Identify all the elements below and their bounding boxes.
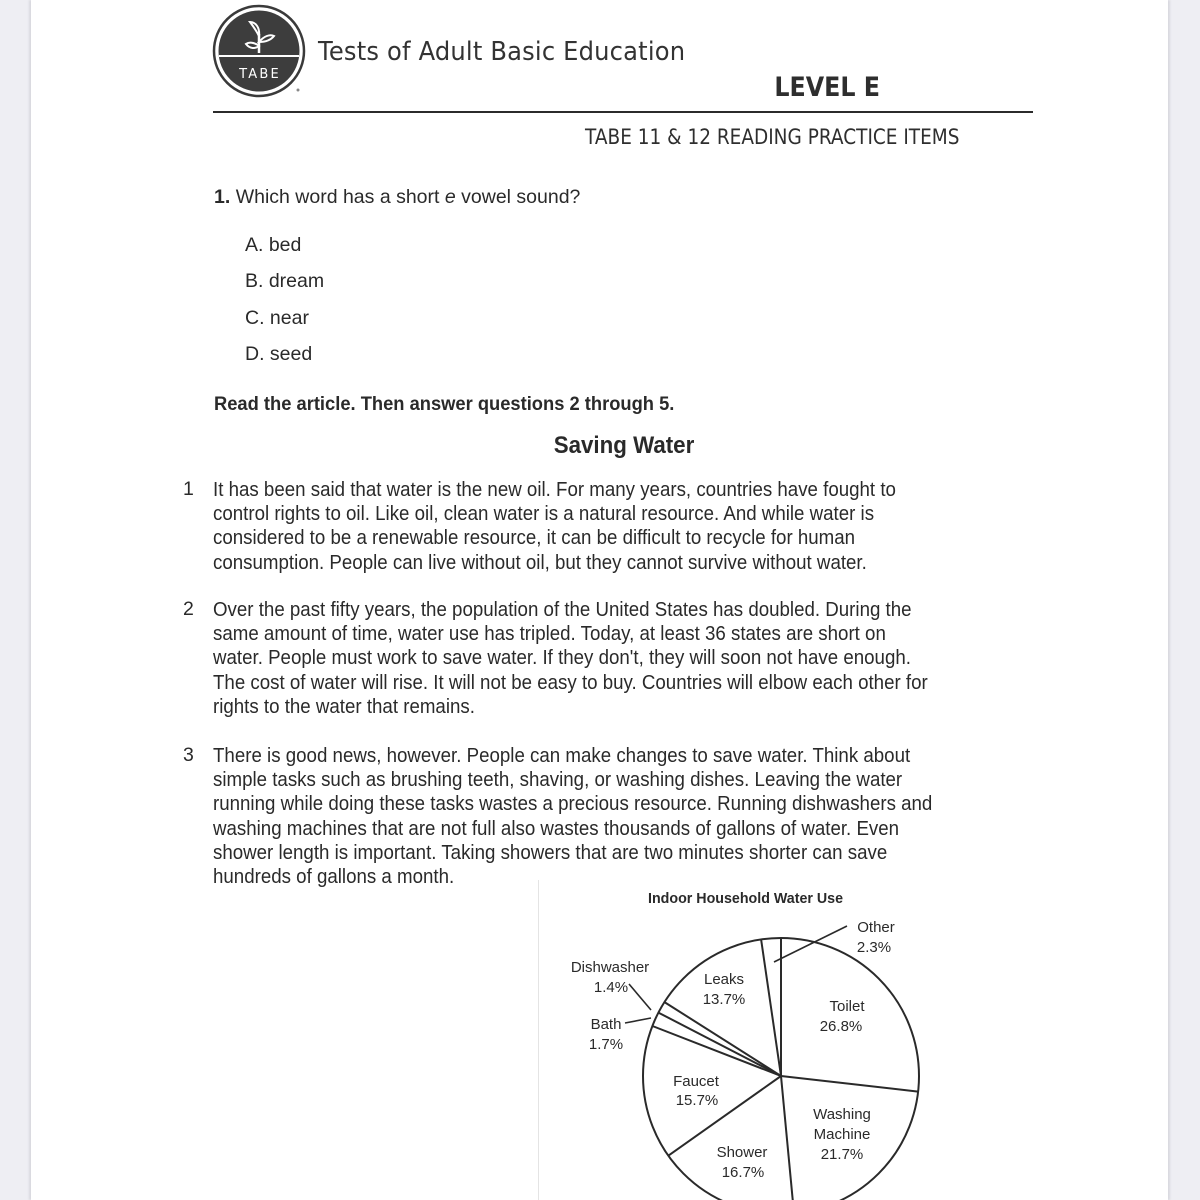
answer-option-a[interactable]: A. bed <box>245 234 302 256</box>
shower-pct: 16.7% <box>721 1164 765 1181</box>
question-1-stem: 1. Which word has a short e vowel sound? <box>214 186 581 208</box>
reading-instructions: Read the article. Then answer questions 2 through 5. <box>214 393 675 415</box>
tabe-logo-icon <box>212 4 308 100</box>
chart-frame-edge <box>538 880 539 1200</box>
leaks-pct: 13.7% <box>702 991 746 1008</box>
section-subheading: TABE 11 & 12 READING PRACTICE ITEMS <box>584 125 959 149</box>
washing-machine-pct: 21.7% <box>820 1146 864 1163</box>
faucet-pct: 15.7% <box>675 1092 719 1109</box>
answer-option-c[interactable]: C. near <box>245 307 309 329</box>
document-page: TABE Tests of Adult Basic Education LEVEL E TABE 11 & 12 READING PRACTICE ITEMS 1. Which word has a short e vowel sound? A. bed B. dream C. near D. seed Read the article. Then answer questions 2 through 5. Saving Water 1 It has been said that water is the new oil. For many years, countries have fought to control rights to oil. Like oil, clean water is a natural resource. And while water is considered to be a renewable resource, it can be difficult to recycle for human consumption. People can live without oil, but they cannot survive without water. 2 Over the past fifty years, the population of the United States has doubled. During the same amount of time, water use has tripled. Today, at least 36 states are short on water. People must work to save water. If they don't, they will soon not have enough. The cost of water will rise. It will not be easy to buy. Countries will elbow each other for rights to the water that remains. 3 There is good news, however. People can make changes to save water. Think about simple tasks such as brushing teeth, shaving, or washing dishes. Leaving the water running while doing these tasks wastes a precious resource. Running dishwashers and washing machines that are not full also wastes thousands of gallons of water. Even shower length is important. Taking showers that are two minutes shorter can save hundreds of gallons a month. Indoor Household Water Use Toilet 26.8% Washing Machine 21.7% Shower 16.7% Faucet 15.7% Bath 1.7% Dishwasher 1.4% Leaks 13.7% Other 2.3% <box>31 0 1168 1200</box>
faucet-label: Faucet <box>673 1073 719 1090</box>
article-title: Saving Water <box>553 432 695 459</box>
bath-leader-line <box>625 1018 651 1023</box>
washing-machine-label-1: Washing <box>813 1106 871 1123</box>
bath-label: Bath <box>590 1016 622 1033</box>
svg-text:TABE: TABE <box>239 67 281 82</box>
other-label: Other <box>857 919 895 936</box>
leaks-label: Leaks <box>703 971 745 988</box>
paragraph-number: 3 <box>183 744 194 766</box>
toilet-label: Toilet <box>829 998 865 1015</box>
pie-chart <box>551 905 951 1200</box>
dishwasher-label: Dishwasher <box>570 959 650 976</box>
dishwasher-leader-line <box>629 984 651 1010</box>
dishwasher-pct: 1.4% <box>593 979 629 996</box>
shower-label: Shower <box>716 1144 768 1161</box>
paragraph-number: 2 <box>183 598 194 620</box>
level-heading: LEVEL E <box>774 72 880 103</box>
washing-machine-label-2: Machine <box>813 1126 871 1143</box>
other-pct: 2.3% <box>856 939 892 956</box>
chart-title: Indoor Household Water Use <box>648 890 844 907</box>
publication-title: Tests of Adult Basic Education <box>318 37 686 67</box>
bath-pct: 1.7% <box>588 1036 624 1053</box>
header-divider <box>213 111 1033 113</box>
toilet-pct: 26.8% <box>819 1018 863 1035</box>
answer-option-d[interactable]: D. seed <box>245 343 313 365</box>
question-number: 1. <box>214 186 231 208</box>
paragraph-number: 1 <box>183 478 194 500</box>
answer-option-b[interactable]: B. dream <box>245 270 325 292</box>
